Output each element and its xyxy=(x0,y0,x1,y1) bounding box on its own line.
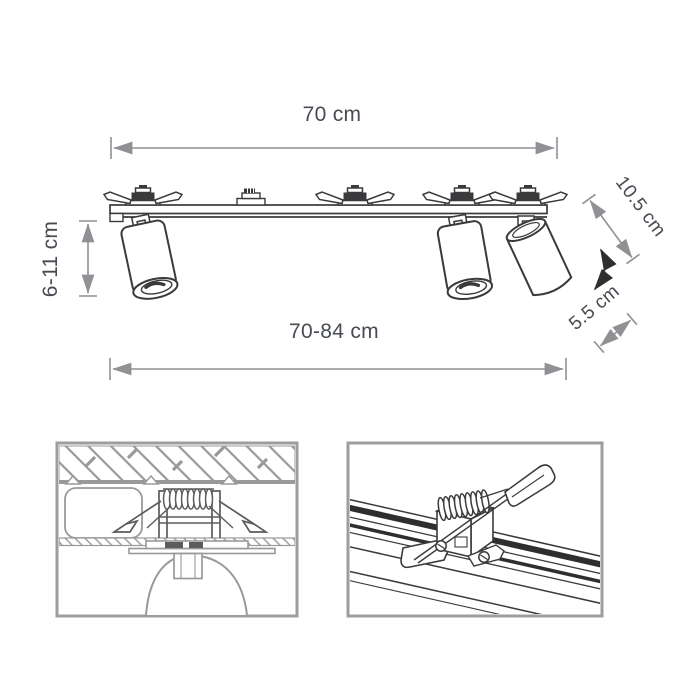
recessed-can xyxy=(174,554,202,579)
dimension-overall-width xyxy=(110,358,566,380)
spotlight-middle xyxy=(435,212,494,302)
mounting-clip-1 xyxy=(104,185,182,205)
dimension-spot-diameter xyxy=(594,313,637,352)
rotation-arrow-icon xyxy=(595,250,605,289)
mounting-clip-2 xyxy=(316,185,394,205)
screw-icon-1 xyxy=(436,541,446,551)
detail-view-track-clip xyxy=(321,443,641,642)
dimension-label-overall-width: 70-84 cm xyxy=(289,320,379,343)
spotlight-right-tilted xyxy=(504,215,573,300)
screw-icon-2 xyxy=(479,552,489,562)
spotlight-left xyxy=(118,211,179,302)
detail-view-recessed-mount xyxy=(57,443,297,616)
dimension-drop-height xyxy=(79,221,97,296)
mounting-clip-4 xyxy=(489,185,567,205)
dimension-label-spot-length: 10.5 cm xyxy=(611,172,670,241)
dimension-label-top-width: 70 cm xyxy=(302,103,362,126)
dimension-label-spot-diameter: 5.5 cm xyxy=(565,280,624,335)
wire-connector-block xyxy=(237,189,265,206)
dimension-top-width xyxy=(111,137,557,159)
ceiling-slab-hatch xyxy=(59,446,295,484)
mounting-bar xyxy=(110,205,547,222)
dimension-label-drop-height: 6-11 cm xyxy=(39,220,62,298)
